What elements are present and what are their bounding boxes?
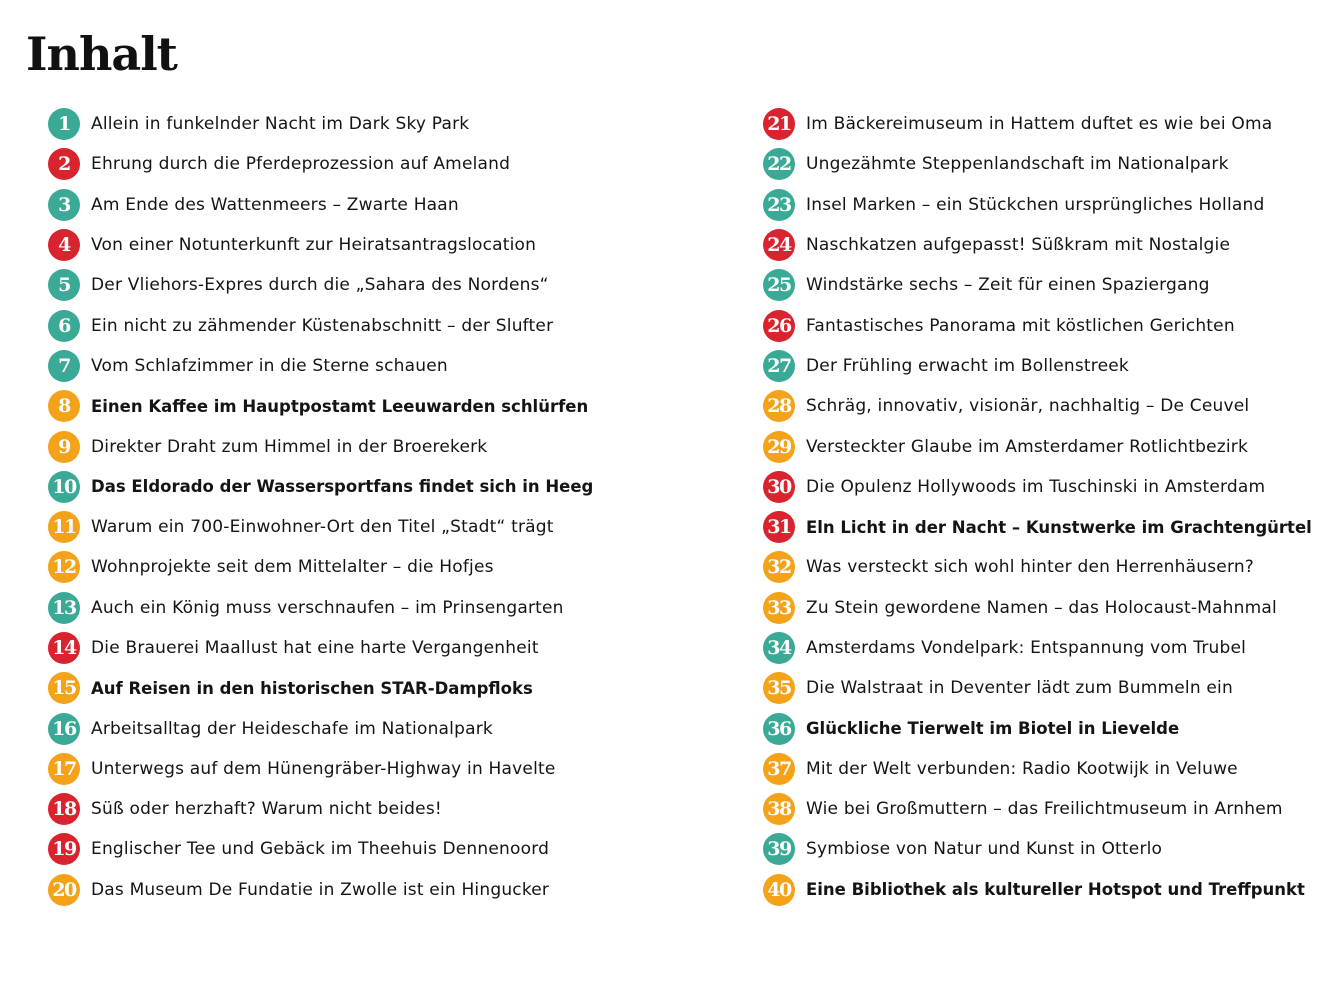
entry-number-badge: 16 (48, 713, 80, 745)
entry-title: Im Bäckereimuseum in Hattem duftet es wie bei Oma (806, 114, 1273, 135)
entry-title: Englischer Tee und Gebäck im Theehuis Dennenoord (91, 839, 550, 860)
toc-entry[interactable] (763, 870, 1323, 910)
toc-entry[interactable] (48, 588, 708, 628)
entry-number-badge: 6 (48, 310, 80, 342)
toc-entry[interactable] (763, 507, 1323, 547)
toc-entry[interactable] (48, 668, 708, 708)
toc-entry[interactable] (763, 467, 1323, 507)
entry-title: Das Museum De Fundatie in Zwolle ist ein Hingucker (91, 879, 550, 900)
entry-title: Süß oder herzhaft? Warum nicht beides! (91, 799, 442, 820)
entry-number-badge: 29 (763, 431, 795, 463)
entry-title: Das Eldorado der Wassersportfans findet sich in Heeg (91, 477, 594, 497)
entry-title: Am Ende des Wattenmeers – Zwarte Haan (91, 194, 459, 215)
entry-title: Versteckter Glaube im Amsterdamer Rotlichtbezirk (806, 436, 1249, 457)
toc-entry[interactable] (48, 628, 708, 668)
toc-entry[interactable] (48, 104, 708, 144)
toc-entry[interactable] (763, 265, 1323, 305)
entry-number-badge: 26 (763, 310, 795, 342)
entry-title: Ein nicht zu zähmender Küstenabschnitt – der Slufter (91, 315, 554, 336)
toc-entry[interactable] (48, 789, 708, 829)
toc-entry[interactable] (48, 749, 708, 789)
toc-entry[interactable] (763, 426, 1323, 466)
entry-title: Amsterdams Vondelpark: Entspannung vom Trubel (806, 638, 1247, 658)
entry-number-badge: 21 (763, 108, 795, 140)
toc-entry[interactable] (48, 708, 708, 748)
entry-number-badge: 5 (48, 269, 80, 301)
entry-number-badge: 28 (763, 390, 795, 422)
entry-title: Der Vliehors-Expres durch die „Sahara des Nordens“ (91, 275, 549, 296)
entry-title: Eine Bibliothek als kultureller Hotspot und Treffpunkt (806, 880, 1305, 900)
entry-number-badge: 32 (763, 551, 795, 583)
entry-title: Die Walstraat in Deventer lädt zum Bummeln ein (806, 678, 1233, 699)
entry-title: Fantastisches Panorama mit köstlichen Gerichten (806, 315, 1235, 336)
toc-entry[interactable] (48, 225, 708, 265)
entry-title: Ungezähmte Steppenlandschaft im Nationalpark (806, 154, 1229, 175)
entry-number-badge: 37 (763, 753, 795, 785)
toc-entry[interactable] (763, 708, 1323, 748)
entry-number-badge: 2 (48, 148, 80, 180)
entry-number-badge: 19 (48, 833, 80, 865)
entry-number-badge: 8 (48, 390, 80, 422)
toc-entry[interactable] (48, 507, 708, 547)
page-title: Inhalt (26, 27, 177, 81)
toc-entry[interactable] (48, 467, 708, 507)
entry-title: Direkter Draht zum Himmel in der Broerekerk (91, 436, 488, 457)
entry-number-badge: 11 (48, 511, 80, 543)
entry-title: Ehrung durch die Pferdeprozession auf Ameland (91, 154, 511, 175)
entry-title: Arbeitsalltag der Heideschafe im Nationalpark (91, 718, 493, 739)
toc-entry[interactable] (48, 547, 708, 587)
entry-number-badge: 1 (48, 108, 80, 140)
entry-title: Mit der Welt verbunden: Radio Kootwijk in Veluwe (806, 758, 1238, 779)
entry-number-badge: 9 (48, 431, 80, 463)
toc-entry[interactable] (763, 185, 1323, 225)
entry-number-badge: 18 (48, 793, 80, 825)
toc-entry[interactable] (763, 628, 1323, 668)
toc-entry[interactable] (48, 144, 708, 184)
toc-entry[interactable] (48, 426, 708, 466)
toc-entry[interactable] (763, 104, 1323, 144)
toc-entry[interactable] (48, 185, 708, 225)
toc-entry[interactable] (763, 225, 1323, 265)
entry-title: Die Opulenz Hollywoods im Tuschinski in Amsterdam (806, 476, 1266, 497)
entry-number-badge: 34 (763, 632, 795, 664)
entry-number-badge: 25 (763, 269, 795, 301)
entry-number-badge: 27 (763, 350, 795, 382)
entry-title: Warum ein 700-Einwohner-Ort den Titel „Stadt“ trägt (91, 517, 554, 538)
entry-number-badge: 39 (763, 833, 795, 865)
entry-title: Von einer Notunterkunft zur Heiratsantragslocation (91, 235, 537, 256)
entry-title: Glückliche Tierwelt im Biotel in Lievelde (806, 719, 1180, 739)
entry-number-badge: 7 (48, 350, 80, 382)
entry-title: Vom Schlafzimmer in die Sterne schauen (91, 355, 448, 376)
entry-title: Windstärke sechs – Zeit für einen Spaziergang (806, 275, 1210, 296)
entry-title: Auf Reisen in den historischen STAR-Dampfloks (91, 678, 533, 698)
entry-number-badge: 10 (48, 471, 80, 503)
toc-entry[interactable] (763, 789, 1323, 829)
entry-title: Wohnprojekte seit dem Mittelalter – die Hofjes (91, 557, 494, 578)
entry-title: Auch ein König muss verschnaufen – im Prinsengarten (91, 597, 564, 618)
toc-entry[interactable] (48, 265, 708, 305)
toc-entry[interactable] (763, 749, 1323, 789)
toc-entry[interactable] (48, 346, 708, 386)
toc-entry[interactable] (763, 588, 1323, 628)
entry-title: Die Brauerei Maallust hat eine harte Vergangenheit (91, 638, 539, 658)
toc-entry[interactable] (48, 870, 708, 910)
entry-number-badge: 22 (763, 148, 795, 180)
toc-entry[interactable] (763, 386, 1323, 426)
entry-number-badge: 23 (763, 189, 795, 221)
toc-column-right (763, 104, 1323, 910)
entry-number-badge: 3 (48, 189, 80, 221)
toc-entry[interactable] (48, 386, 708, 426)
entry-number-badge: 40 (763, 874, 795, 906)
toc-entry[interactable] (763, 829, 1323, 869)
entry-number-badge: 36 (763, 713, 795, 745)
entry-number-badge: 38 (763, 793, 795, 825)
entry-title: Wie bei Großmuttern – das Freilichtmuseum in Arnhem (806, 799, 1283, 820)
entry-title: Einen Kaffee im Hauptpostamt Leeuwarden schlürfen (91, 396, 589, 416)
toc-entry[interactable] (763, 346, 1323, 386)
entry-number-badge: 14 (48, 632, 80, 664)
entry-number-badge: 35 (763, 672, 795, 704)
toc-entry[interactable] (48, 829, 708, 869)
entry-title: Was versteckt sich wohl hinter den Herrenhäusern? (806, 557, 1255, 578)
toc-entry[interactable] (763, 668, 1323, 708)
entry-title: Unterwegs auf dem Hünengräber-Highway in Havelte (91, 758, 556, 779)
entry-number-badge: 4 (48, 229, 80, 261)
entry-title: Insel Marken – ein Stückchen ursprüngliches Holland (806, 194, 1265, 215)
entry-number-badge: 13 (48, 592, 80, 624)
entry-number-badge: 30 (763, 471, 795, 503)
toc-entry[interactable] (763, 144, 1323, 184)
entry-title: Eln Licht in der Nacht – Kunstwerke im Grachtengürtel (806, 517, 1312, 537)
entry-title: Allein in funkelnder Nacht im Dark Sky Park (91, 114, 470, 135)
entry-number-badge: 12 (48, 551, 80, 583)
entry-number-badge: 31 (763, 511, 795, 543)
toc-entry[interactable] (48, 305, 708, 345)
entry-number-badge: 33 (763, 592, 795, 624)
entry-title: Naschkatzen aufgepasst! Süßkram mit Nostalgie (806, 235, 1231, 256)
toc-entry[interactable] (763, 305, 1323, 345)
entry-title: Schräg, innovativ, visionär, nachhaltig – De Ceuvel (806, 396, 1250, 417)
entry-number-badge: 20 (48, 874, 80, 906)
entry-number-badge: 17 (48, 753, 80, 785)
entry-title: Der Frühling erwacht im Bollenstreek (806, 355, 1129, 376)
entry-title: Zu Stein gewordene Namen – das Holocaust-Mahnmal (806, 597, 1277, 618)
entry-title: Symbiose von Natur und Kunst in Otterlo (806, 839, 1163, 860)
entry-number-badge: 24 (763, 229, 795, 261)
entry-number-badge: 15 (48, 672, 80, 704)
toc-column-left (48, 104, 708, 910)
toc-entry[interactable] (763, 547, 1323, 587)
